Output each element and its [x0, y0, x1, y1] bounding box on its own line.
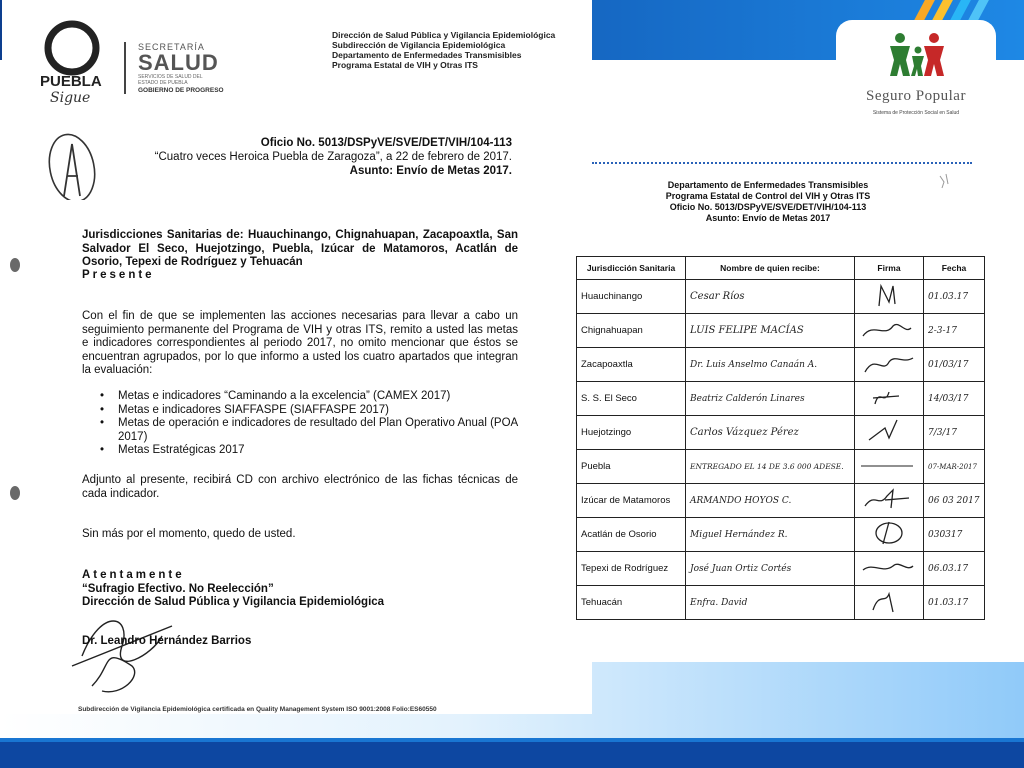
signature-cell: [855, 416, 924, 450]
table-row: Huauchinango Cesar Ríos 01.03.17: [577, 280, 985, 314]
motto: “Sufragio Efectivo. No Reelección”: [82, 582, 274, 595]
table-row: Tehuacán Enfra. David 01.03.17: [577, 586, 985, 620]
table-row: Tepexi de Rodríguez José Juan Ortiz Cortés 06.03.17: [577, 552, 985, 586]
presente: Presente: [82, 269, 155, 281]
recipients: Jurisdicciones Sanitarias de: Huauchinango, Chignahuapan, Zacapoaxtla, San Salvador El Seco, Huejotzingo, Puebla, Izúcar de Matamoros, Acatlán de Osorio, Tepexi de Rodríguez y Tehuacán: [82, 229, 518, 268]
table-row: S. S. El Seco Beatriz Calderón Linares 14/03/17: [577, 382, 985, 416]
receipt-header: Departamento de Enfermedades Transmisibles Programa Estatal de Control del VIH y Otras ITS Oficio No. 5013/DSPyVE/SVE/DET/VIH/104-113 Asunto: Envío de Metas 2017: [665, 180, 871, 223]
signature-cell: [855, 348, 924, 382]
oficio-block: [155, 136, 512, 178]
signature-cell: [855, 484, 924, 518]
seguro-popular-subtitle: Sistema de Protección Social en Salud: [872, 110, 960, 116]
table-row: Puebla ENTREGADO EL 14 DE 3.6 000 ADESE. 07-MAR-2017: [577, 450, 985, 484]
seguro-popular-logo: [836, 20, 996, 140]
slide-bottom-strip: [0, 742, 1024, 768]
punch-hole: [10, 258, 20, 272]
family-figures-icon: [886, 30, 946, 80]
table-row: Izúcar de Matamoros ARMANDO HOYOS C. 06 03 2017: [577, 484, 985, 518]
stain-icon: [934, 172, 954, 192]
dotted-divider: [592, 162, 972, 164]
signature-cell: [855, 518, 924, 552]
oficio-number: Oficio No. 5013/DSPyVE/SVE/DET/VIH/104-113: [260, 137, 512, 149]
signature-cell: [855, 586, 924, 620]
handwritten-mark-icon: [64, 144, 80, 196]
puebla-logo: [40, 20, 122, 200]
body-paragraph-2: Adjunto al presente, recibirá CD con archivo electrónico de las fichas técnicas de cada indicador.: [82, 474, 518, 500]
body-paragraph-1: Con el fin de que se implementen las acciones necesarias para llevar a cabo un seguimiento permanente del Programa de VIH y otras ITS, remito a usted las metas e indicadores correspondientes al periodo 2017, no omito mencionar que éstos se encuentran agrupados, por lo que informo a usted los cuatro apartados que integran la evaluación:: [82, 310, 518, 376]
puebla-logo-word: PUEBLA: [40, 73, 102, 90]
col-firma: Firma: [855, 257, 924, 280]
body-paragraph-3: Sin más por el momento, quedo de usted.: [82, 528, 296, 540]
list-item: • Metas Estratégicas 2017: [100, 444, 520, 458]
list-item: • Metas e indicadores SIAFFASPE (SIAFFASPE 2017): [100, 404, 520, 418]
atentamente: Atentamente: [82, 569, 185, 581]
signature-scribble-icon: [62, 596, 182, 706]
puebla-logo-script: Sigue: [50, 90, 91, 106]
table-row: Acatlán de Osorio Miguel Hernández R. 030317: [577, 518, 985, 552]
table-row: Huejotzingo Carlos Vázquez Pérez 7/3/17: [577, 416, 985, 450]
col-fecha: Fecha: [924, 257, 985, 280]
place-date: “Cuatro veces Heroica Puebla de Zaragoza”, a 22 de febrero de 2017.: [154, 151, 512, 163]
letter-header: Dirección de Salud Pública y Vigilancia Epidemiológica Subdirección de Vigilancia Epidemiológica Departamento de Enfermedades Transmisibles Programa Estatal de VIH y Otras ITS: [332, 30, 556, 70]
receipt-sheet: [572, 168, 992, 618]
official-letter: PUEBLA Sigue SECRETARÍA SALUD SERVICIOS DE SALUD DEL ESTADO DE PUEBLA GOBIERNO DE PROGRESO Dirección de Salud Pública y Vigilancia Epidemiológica Subdirección de Vigilancia Epidemiológica Departamento de Enfermedades Transmisibles Programa Estatal de VIH y Otras ITS Oficio No. 5013/DSPyVE/SVE/DET/VIH/104-113 “Cuatro veces Heroica Puebla de Zaragoza”, a 22 de febrero de 2017. Asunto: Envío de Metas 2017. Jurisdicciones Sanitarias de: Huauchinango, Chignahuapan, Zacapoaxtla, San Salvador El Seco, Huejotzingo, Puebla, Izúcar de Matamoros, Acatlán de Osorio, Tepexi de Rodríguez y Tehuacán Presente Con el fin de que se implementen las acciones necesarias para llevar a cabo un seguimiento permanente del Programa de VIH y otras ITS, remito a usted las metas e indicadores correspondientes al periodo 2017, no omito mencionar que éstos se encuentran agrupados, por lo que informo a usted los cuatro apartados que integran la evaluación: • Metas e indicadores “Caminando a la excelencia” (CAMEX 2017) • Metas e indicadores SIAFFASPE (SIAFFASPE 2017) • Metas de operación e indicadores de resultado del Plan Operativo Anual (POA 2017) • Metas Estratégicas 2017 Adjunto al presente, recibirá CD con archivo electrónico de las fichas técnicas de cada indicador. Sin más por el momento, quedo de usted. Atentamente “Sufragio Efectivo. No Reelección” Dirección de Salud Pública y Vigilancia Epidemiológica Dr. Leandro Hernández Barrios Subdirección de Vigilancia Epidemiológica certificada en Quality Management System ISO 9001:2008 Folio:ES60550: [2, 0, 592, 714]
receipt-table: [576, 256, 985, 620]
signer-name: Dr. Leandro Hernández Barrios: [82, 635, 252, 647]
list-item: • Metas de operación e indicadores de resultado del Plan Operativo Anual (POA 2017): [100, 417, 520, 444]
signature-cell: [855, 382, 924, 416]
seguro-popular-title: Seguro Popular: [866, 88, 966, 104]
goals-list: [100, 390, 520, 458]
col-jurisdiccion: Jurisdicción Sanitaria: [577, 257, 686, 280]
col-nombre: Nombre de quien recibe:: [686, 257, 855, 280]
signature-cell: [855, 450, 924, 484]
letter-footer: Subdirección de Vigilancia Epidemiológica certificada en Quality Management System ISO 9001:2008 Folio:ES60550: [78, 706, 437, 713]
list-item: • Metas e indicadores “Caminando a la excelencia” (CAMEX 2017): [100, 390, 520, 404]
table-row: Zacapoaxtla Dr. Luis Anselmo Canaán A. 01/03/17: [577, 348, 985, 382]
signature-cell: [855, 314, 924, 348]
asunto: Asunto: Envío de Metas 2017.: [349, 165, 512, 177]
signature-cell: [855, 280, 924, 314]
direction-name: Dirección de Salud Pública y Vigilancia Epidemiológica: [82, 596, 385, 608]
signature-cell: [855, 552, 924, 586]
table-header-row: [577, 257, 985, 280]
table-row: Chignahuapan LUIS FELIPE MACÍAS 2-3-17: [577, 314, 985, 348]
punch-hole: [10, 486, 20, 500]
